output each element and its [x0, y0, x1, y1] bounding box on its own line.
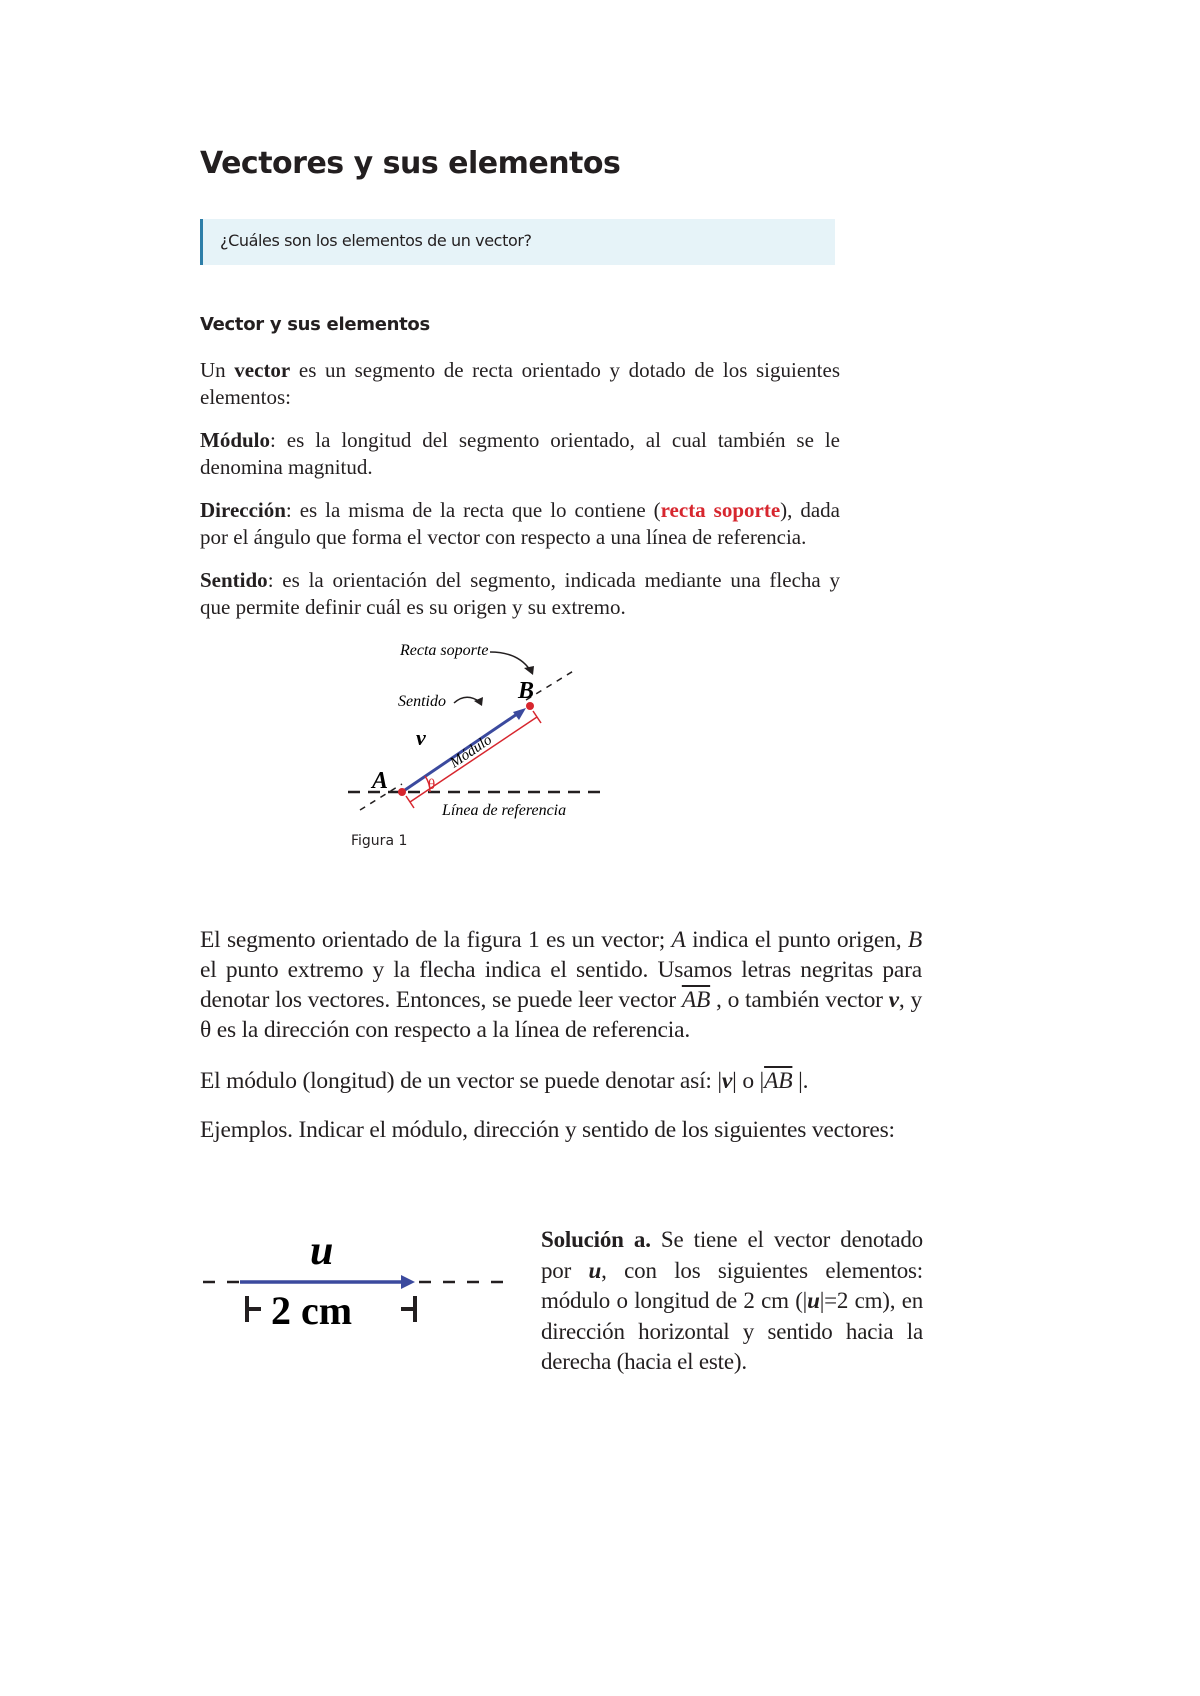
recta-soporte-label: Recta soporte [400, 642, 489, 659]
solution-u: u [588, 1257, 602, 1283]
section-heading: Vector y sus elementos [200, 314, 430, 335]
explanation-text-2: indica el punto origen, [685, 927, 908, 953]
sentido-term: Sentido [200, 568, 268, 592]
intro-text-a: Un [200, 358, 235, 382]
direccion-text-2: ), dada por el ángulo que forma el vector con respecto a una línea de referencia. [200, 498, 840, 549]
modulo-bracket-end [533, 711, 541, 723]
explanation-point-b: B [907, 927, 922, 953]
question-text: ¿Cuáles son los elementos de un vector? [220, 231, 532, 250]
explanation-point-a: A [671, 927, 686, 953]
sentido-paragraph [200, 567, 840, 621]
notation-ab: $\overline{AB}$ [764, 1068, 793, 1094]
question-box [200, 219, 835, 265]
notation-text-3: |. [792, 1068, 809, 1094]
vector-u-label: u [310, 1228, 334, 1274]
solution-u-2: u [807, 1288, 820, 1313]
modulo-bracket-start [406, 796, 414, 808]
explanation-text-4: , o también vector [710, 987, 889, 1013]
notation-text-1: El módulo (longitud) de un vector se puede denotar así: | [200, 1068, 722, 1094]
modulo-label: Módulo [447, 731, 495, 772]
explanation-text-5: , y θ es la dirección con respecto a la línea de referencia. [200, 987, 922, 1043]
theta-label: θ [428, 777, 436, 793]
example-vector-figure [195, 1220, 530, 1340]
explanation-text-1: El segmento orientado de la figura 1 es un vector; [200, 927, 672, 953]
measure-label: 2 cm [271, 1288, 353, 1333]
figure-caption: Figura 1 [351, 833, 408, 849]
direccion-text-1: : es la misma de la recta que lo contiene ( [285, 498, 661, 522]
point-a-label: A [372, 768, 389, 794]
intro-term-vector: vector [234, 358, 291, 382]
vector-figure [330, 630, 630, 860]
recta-soporte-pointer-head [524, 666, 534, 675]
vector-ab-notation: $\overline{AB}$ [681, 987, 711, 1013]
vector-u-arrowhead [401, 1275, 415, 1289]
linea-referencia-label: Línea de referencia [442, 802, 567, 819]
explanation-text-3: el punto extremo y la flecha indica el sentido. Usamos letras negritas para denotar los vectores. Entonces, se puede leer vector [200, 957, 922, 1013]
point-a-marker [398, 788, 406, 796]
solution-text-2: , con los siguientes elementos: módulo o longitud de 2 cm (| [541, 1257, 923, 1313]
recta-soporte-highlight: recta soporte [660, 498, 781, 522]
sentido-text: : es la orientación del segmento, indicada mediante una flecha y que permite definir cuál es su origen y su extremo. [200, 568, 840, 619]
solution-heading: Solución a. [541, 1227, 651, 1252]
recta-soporte-pointer [490, 652, 530, 670]
solution-paragraph [541, 1225, 923, 1378]
vector-v-notation: v [888, 987, 899, 1013]
page-title: Vectores y sus elementos [200, 146, 621, 181]
solution-text-1: Se tiene el vector denotado por [541, 1227, 923, 1283]
direccion-term: Dirección [200, 498, 286, 522]
vector-v-arrowhead [513, 708, 526, 720]
modulo-text: : es la longitud del segmento orientado, al cual también se le denomina magnitud. [200, 428, 840, 479]
sentido-pointer-head [474, 697, 483, 706]
vector-v-label: v [416, 725, 426, 750]
direccion-paragraph [200, 497, 840, 551]
intro-text-c: es un segmento de recta orientado y dotado de los siguientes elementos: [200, 358, 840, 409]
examples-paragraph: Ejemplos. Indicar el módulo, dirección y sentido de los siguientes vectores: [200, 1117, 895, 1143]
sentido-label: Sentido [398, 693, 446, 710]
intro-paragraph [200, 357, 840, 411]
modulo-notation-paragraph [200, 1066, 922, 1096]
modulo-paragraph [200, 427, 840, 481]
notation-v: v [721, 1068, 733, 1094]
point-b-label: B [518, 678, 535, 704]
notation-text-2: | o | [732, 1068, 765, 1094]
figure-explanation-paragraph [200, 925, 922, 1045]
solution-text-3: |=2 cm), en dirección horizontal y sentido hacia la derecha (hacia el este). [541, 1288, 924, 1374]
modulo-term: Módulo [200, 428, 271, 452]
